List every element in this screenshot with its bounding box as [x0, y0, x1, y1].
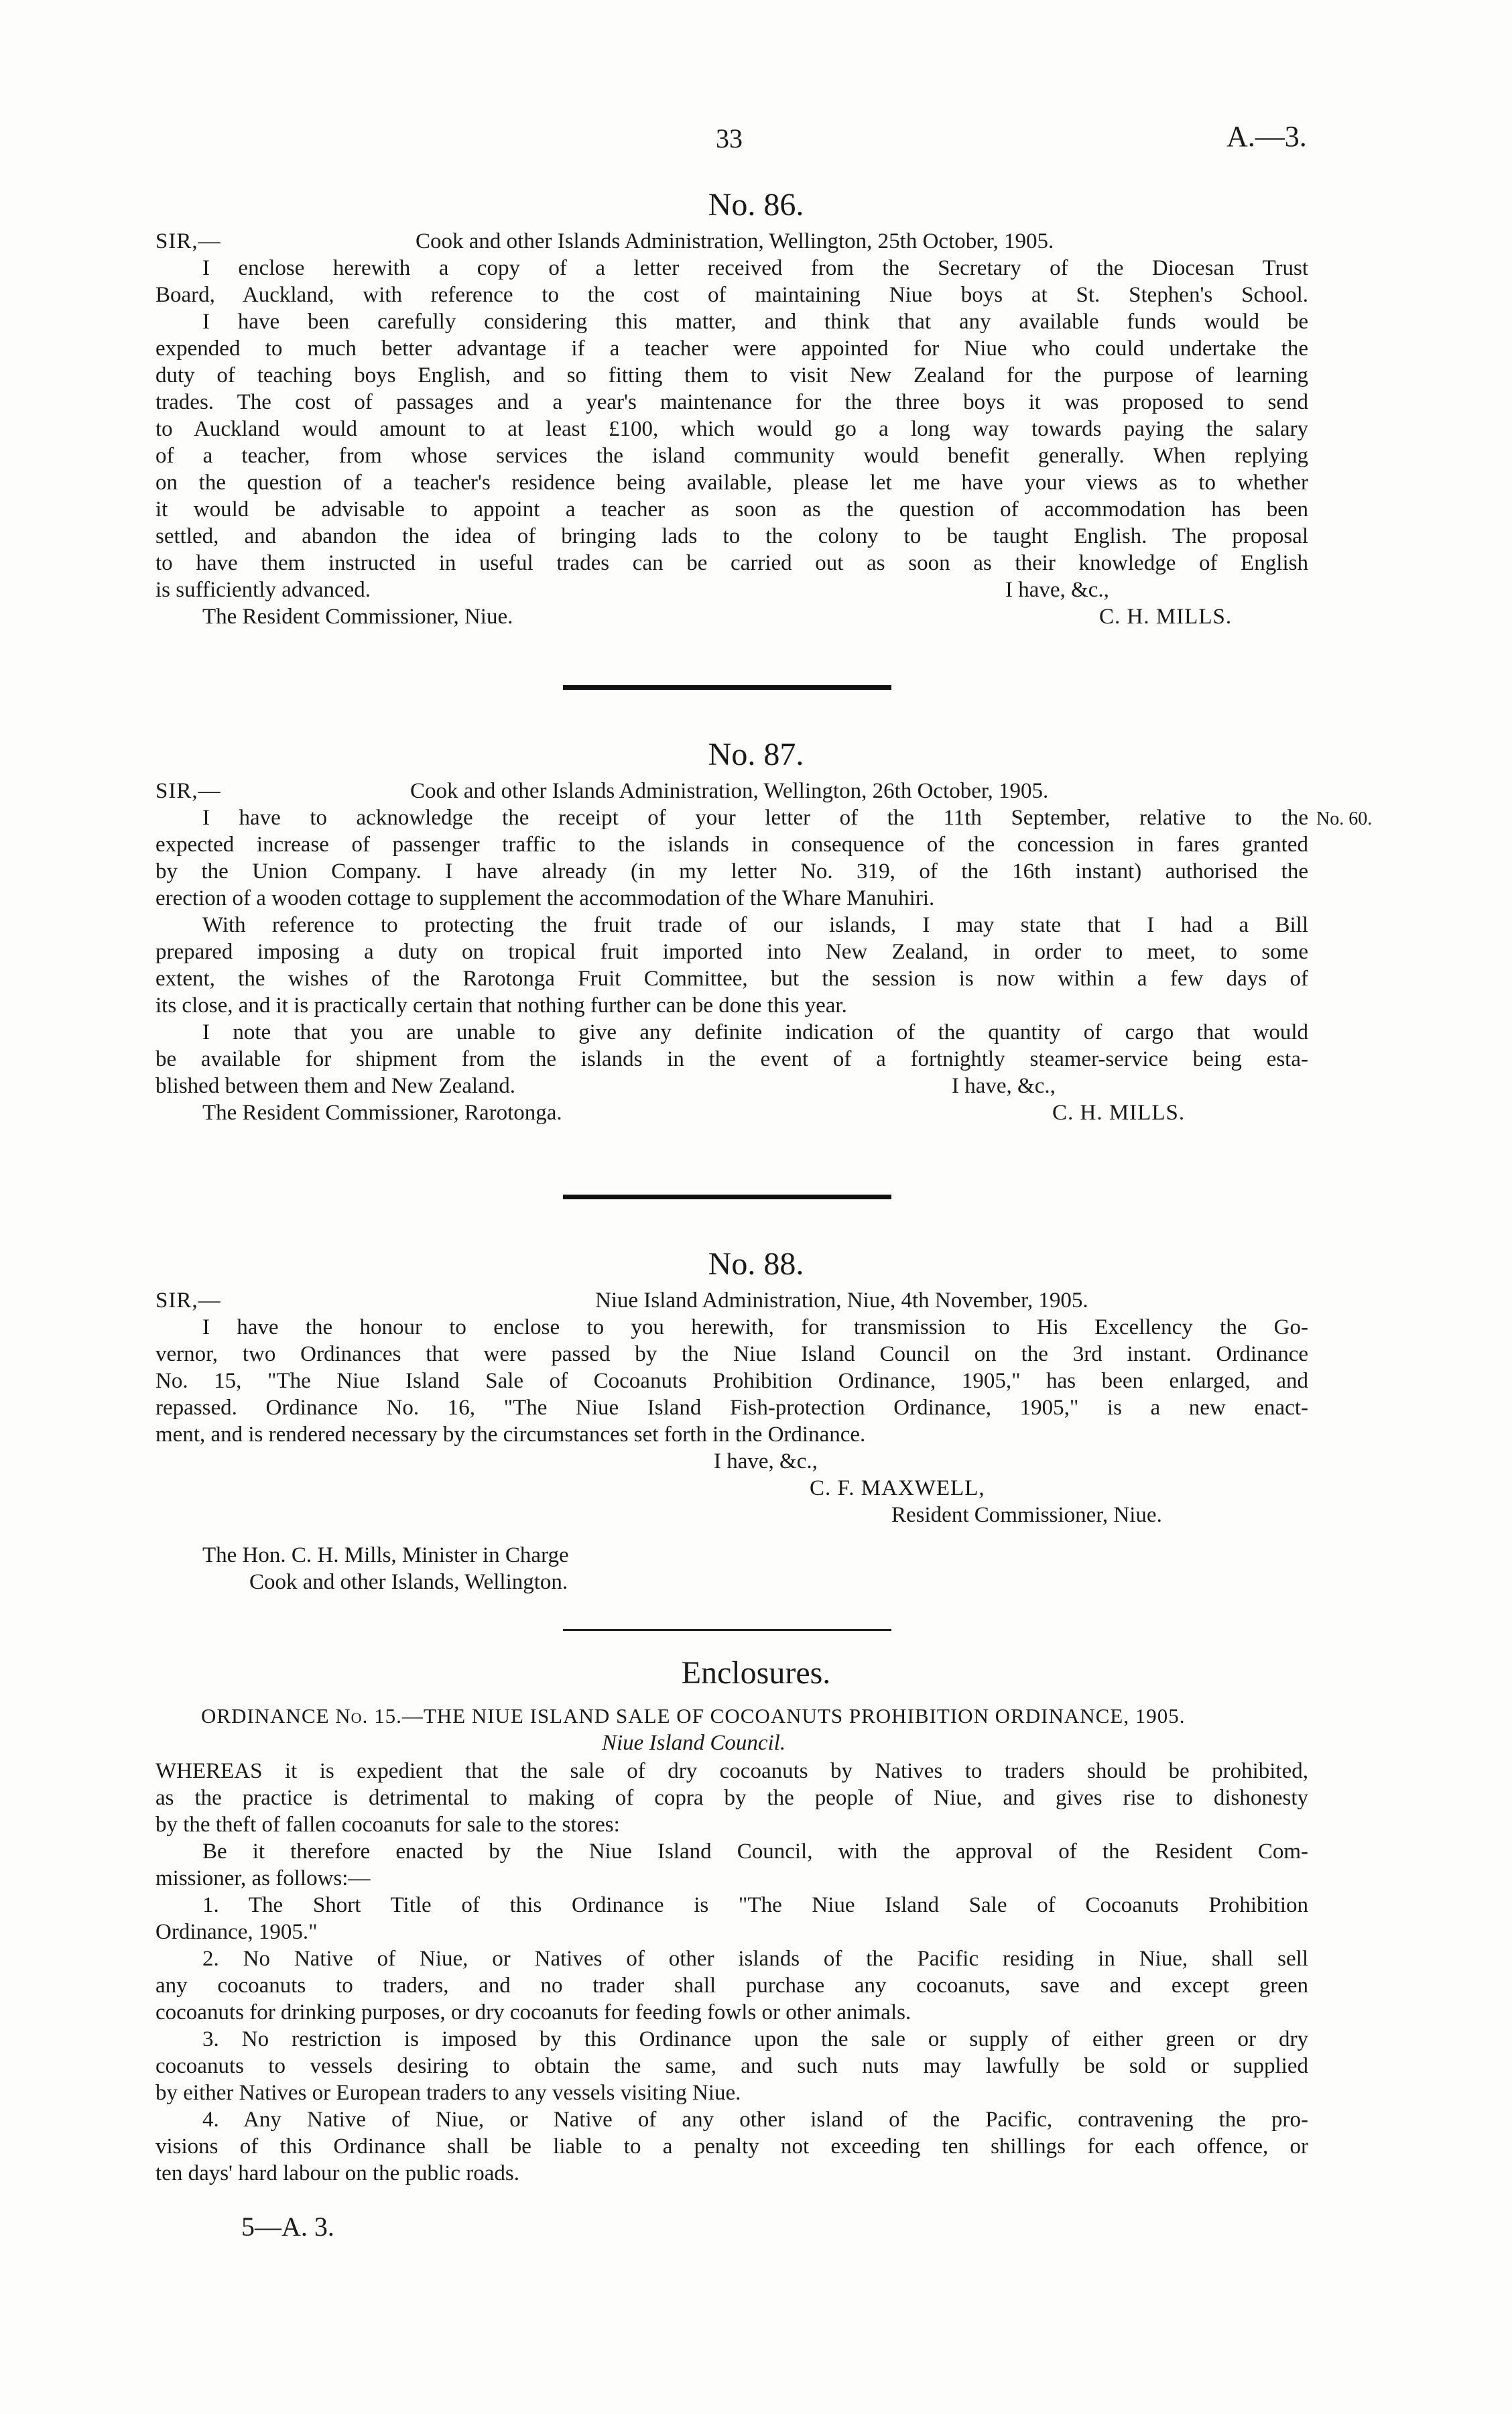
- text-line: cocoanuts to vessels desiring to obtain the same, and such nuts may lawfully be sold or supplied: [155, 2054, 1308, 2078]
- letter-87-closing: I have, &c.,: [952, 1074, 1056, 1098]
- ordinance-heading: ORDINANCE No. 15.—THE NIUE ISLAND SALE OF COCOANUTS PROHIBITION ORDINANCE, 1905.: [201, 1704, 1186, 1728]
- text-line: be available for shipment from the islands in the event of a fortnightly steamer-service being esta-: [155, 1047, 1308, 1071]
- text-line: of a teacher, from whose services the island community would benefit generally. When replying: [155, 444, 1308, 468]
- text-line: visions of this Ordinance shall be liable to a penalty not exceeding ten shillings for each offence, or: [155, 2134, 1308, 2159]
- text-line: by either Natives or European traders to any vessels visiting Niue.: [155, 2081, 741, 2105]
- letter-86-title: No. 86.: [708, 187, 804, 223]
- letter-86-dateline: Cook and other Islands Administration, Wellington, 25th October, 1905.: [416, 229, 1054, 253]
- section-divider: [563, 1195, 891, 1199]
- letter-86-signature: C. H. MILLS.: [1099, 605, 1233, 629]
- letter-86-body: [155, 255, 1308, 603]
- text-line: trades. The cost of passages and a year's maintenance for the three boys it was proposed to send: [155, 390, 1308, 414]
- text-line: cocoanuts for drinking purposes, or dry cocoanuts for feeding fowls or other animals.: [155, 2000, 911, 2025]
- text-line: Board, Auckland, with reference to the cost of maintaining Niue boys at St. Stephen's School.: [155, 283, 1308, 307]
- text-line: 4. Any Native of Niue, or Native of any other island of the Pacific, contravening the pro-: [202, 2108, 1308, 2132]
- text-line: prepared imposing a duty on tropical fruit imported into New Zealand, in order to meet, to some: [155, 940, 1308, 964]
- letter-88-addressee-line-2: Cook and other Islands, Wellington.: [249, 1570, 568, 1594]
- text-line: vernor, two Ordinances that were passed by the Niue Island Council on the 3rd instant. Ordinance: [155, 1342, 1308, 1366]
- letter-88-addressee: The Hon. C. H. Mills, Minister in Charge: [202, 1543, 569, 1567]
- text-line: duty of teaching boys English, and so fitting them to visit New Zealand for the purpose of learning: [155, 363, 1308, 387]
- text-line: ten days' hard labour on the public roads.: [155, 2161, 519, 2185]
- text-line: extent, the wishes of the Rarotonga Fruit Committee, but the session is now within a few days of: [155, 967, 1308, 991]
- section-divider: [563, 1629, 891, 1631]
- letter-88-salutation: SIR,—: [155, 1288, 221, 1313]
- text-line: it would be advisable to appoint a teacher as soon as the question of accommodation has been: [155, 497, 1308, 522]
- letter-88-dateline: Niue Island Administration, Niue, 4th November, 1905.: [595, 1288, 1088, 1313]
- margin-note: No. 60.: [1316, 808, 1373, 829]
- text-line: No. 15, "The Niue Island Sale of Cocoanuts Prohibition Ordinance, 1905," has been enlarged, and: [155, 1369, 1308, 1393]
- text-line: 1. The Short Title of this Ordinance is "The Niue Island Sale of Cocoanuts Prohibition: [202, 1893, 1308, 1917]
- text-line: With reference to protecting the fruit trade of our islands, I may state that I had a Bill: [202, 913, 1308, 937]
- letter-87-signature: C. H. MILLS.: [1052, 1101, 1186, 1125]
- text-line: on the question of a teacher's residence being available, please let me have your views as to whether: [155, 471, 1308, 495]
- letter-87-title: No. 87.: [708, 737, 804, 772]
- letter-87-body: [155, 804, 1308, 1099]
- text-line: 2. No Native of Niue, or Natives of other islands of the Pacific residing in Niue, shall sell: [202, 1947, 1308, 1971]
- footer-signature-mark: 5—A. 3.: [241, 2212, 334, 2242]
- ordinance-body: [155, 1758, 1308, 2187]
- page-number: 33: [716, 123, 743, 154]
- text-line: expended to much better advantage if a teacher were appointed for Niue who could undertake the: [155, 337, 1308, 361]
- text-line: I have the honour to enclose to you herewith, for transmission to His Excellency the Go-: [202, 1315, 1308, 1339]
- text-line: I have to acknowledge the receipt of your letter of the 11th September, relative to the: [202, 806, 1308, 830]
- text-line: by the theft of fallen cocoanuts for sale to the stores:: [155, 1813, 620, 1837]
- text-line: Be it therefore enacted by the Niue Island Council, with the approval of the Resident Com-: [202, 1839, 1308, 1864]
- text-line: I have been carefully considering this matter, and think that any available funds would be: [202, 310, 1308, 334]
- letter-86-closing: I have, &c.,: [1005, 578, 1109, 602]
- text-line: ment, and is rendered necessary by the circumstances set forth in the Ordinance.: [155, 1423, 866, 1447]
- letter-88-title: No. 88.: [708, 1246, 804, 1282]
- text-line: erection of a wooden cottage to supplement the accommodation of the Whare Manuhiri.: [155, 886, 935, 910]
- letter-88-signature: C. F. MAXWELL,: [810, 1476, 985, 1500]
- text-line: any cocoanuts to traders, and no trader shall purchase any cocoanuts, save and except green: [155, 1974, 1308, 1998]
- text-line: repassed. Ordinance No. 16, "The Niue Island Fish-protection Ordinance, 1905," is a new enact-: [155, 1396, 1308, 1420]
- text-line: expected increase of passenger traffic to the islands in consequence of the concession in fares granted: [155, 833, 1308, 857]
- letter-86-salutation: SIR,—: [155, 229, 221, 253]
- letter-88-body: [155, 1314, 1308, 1448]
- letter-87-salutation: SIR,—: [155, 779, 221, 803]
- letter-88-signature-title: Resident Commissioner, Niue.: [891, 1503, 1162, 1527]
- text-line: I note that you are unable to give any definite indication of the quantity of cargo that would: [202, 1020, 1308, 1044]
- text-line: as the practice is detrimental to making of copra by the people of Niue, and gives rise to dishonesty: [155, 1786, 1308, 1810]
- text-line: to have them instructed in useful trades can be carried out as soon as their knowledge of English: [155, 551, 1308, 575]
- enclosures-title: Enclosures.: [681, 1655, 831, 1691]
- document-reference: A.—3.: [1226, 120, 1307, 153]
- letter-86-addressee: The Resident Commissioner, Niue.: [202, 605, 513, 629]
- text-line: 3. No restriction is imposed by this Ordinance upon the sale or supply of either green or dry: [202, 2027, 1308, 2051]
- text-line: settled, and abandon the idea of bringing lads to the colony to be taught English. The proposal: [155, 524, 1308, 548]
- council-name: Niue Island Council.: [602, 1731, 786, 1755]
- letter-87-dateline: Cook and other Islands Administration, Wellington, 26th October, 1905.: [410, 779, 1049, 803]
- text-line: missioner, as follows:—: [155, 1866, 371, 1890]
- letter-87-addressee: The Resident Commissioner, Rarotonga.: [202, 1101, 562, 1125]
- text-line: to Auckland would amount to at least £100, which would go a long way towards paying the salary: [155, 417, 1308, 441]
- text-line: by the Union Company. I have already (in my letter No. 319, of the 16th instant) authorised the: [155, 859, 1308, 884]
- text-line: is sufficiently advanced.: [155, 578, 371, 602]
- text-line: I enclose herewith a copy of a letter received from the Secretary of the Diocesan Trust: [202, 256, 1308, 280]
- letter-88-closing: I have, &c.,: [714, 1449, 818, 1473]
- section-divider: [563, 685, 891, 690]
- text-line: its close, and it is practically certain that nothing further can be done this year.: [155, 993, 847, 1018]
- text-line: blished between them and New Zealand.: [155, 1074, 515, 1098]
- text-line: Ordinance, 1905.": [155, 1920, 318, 1944]
- text-line: WHEREAS it is expedient that the sale of dry cocoanuts by Natives to traders should be prohibited,: [155, 1759, 1308, 1783]
